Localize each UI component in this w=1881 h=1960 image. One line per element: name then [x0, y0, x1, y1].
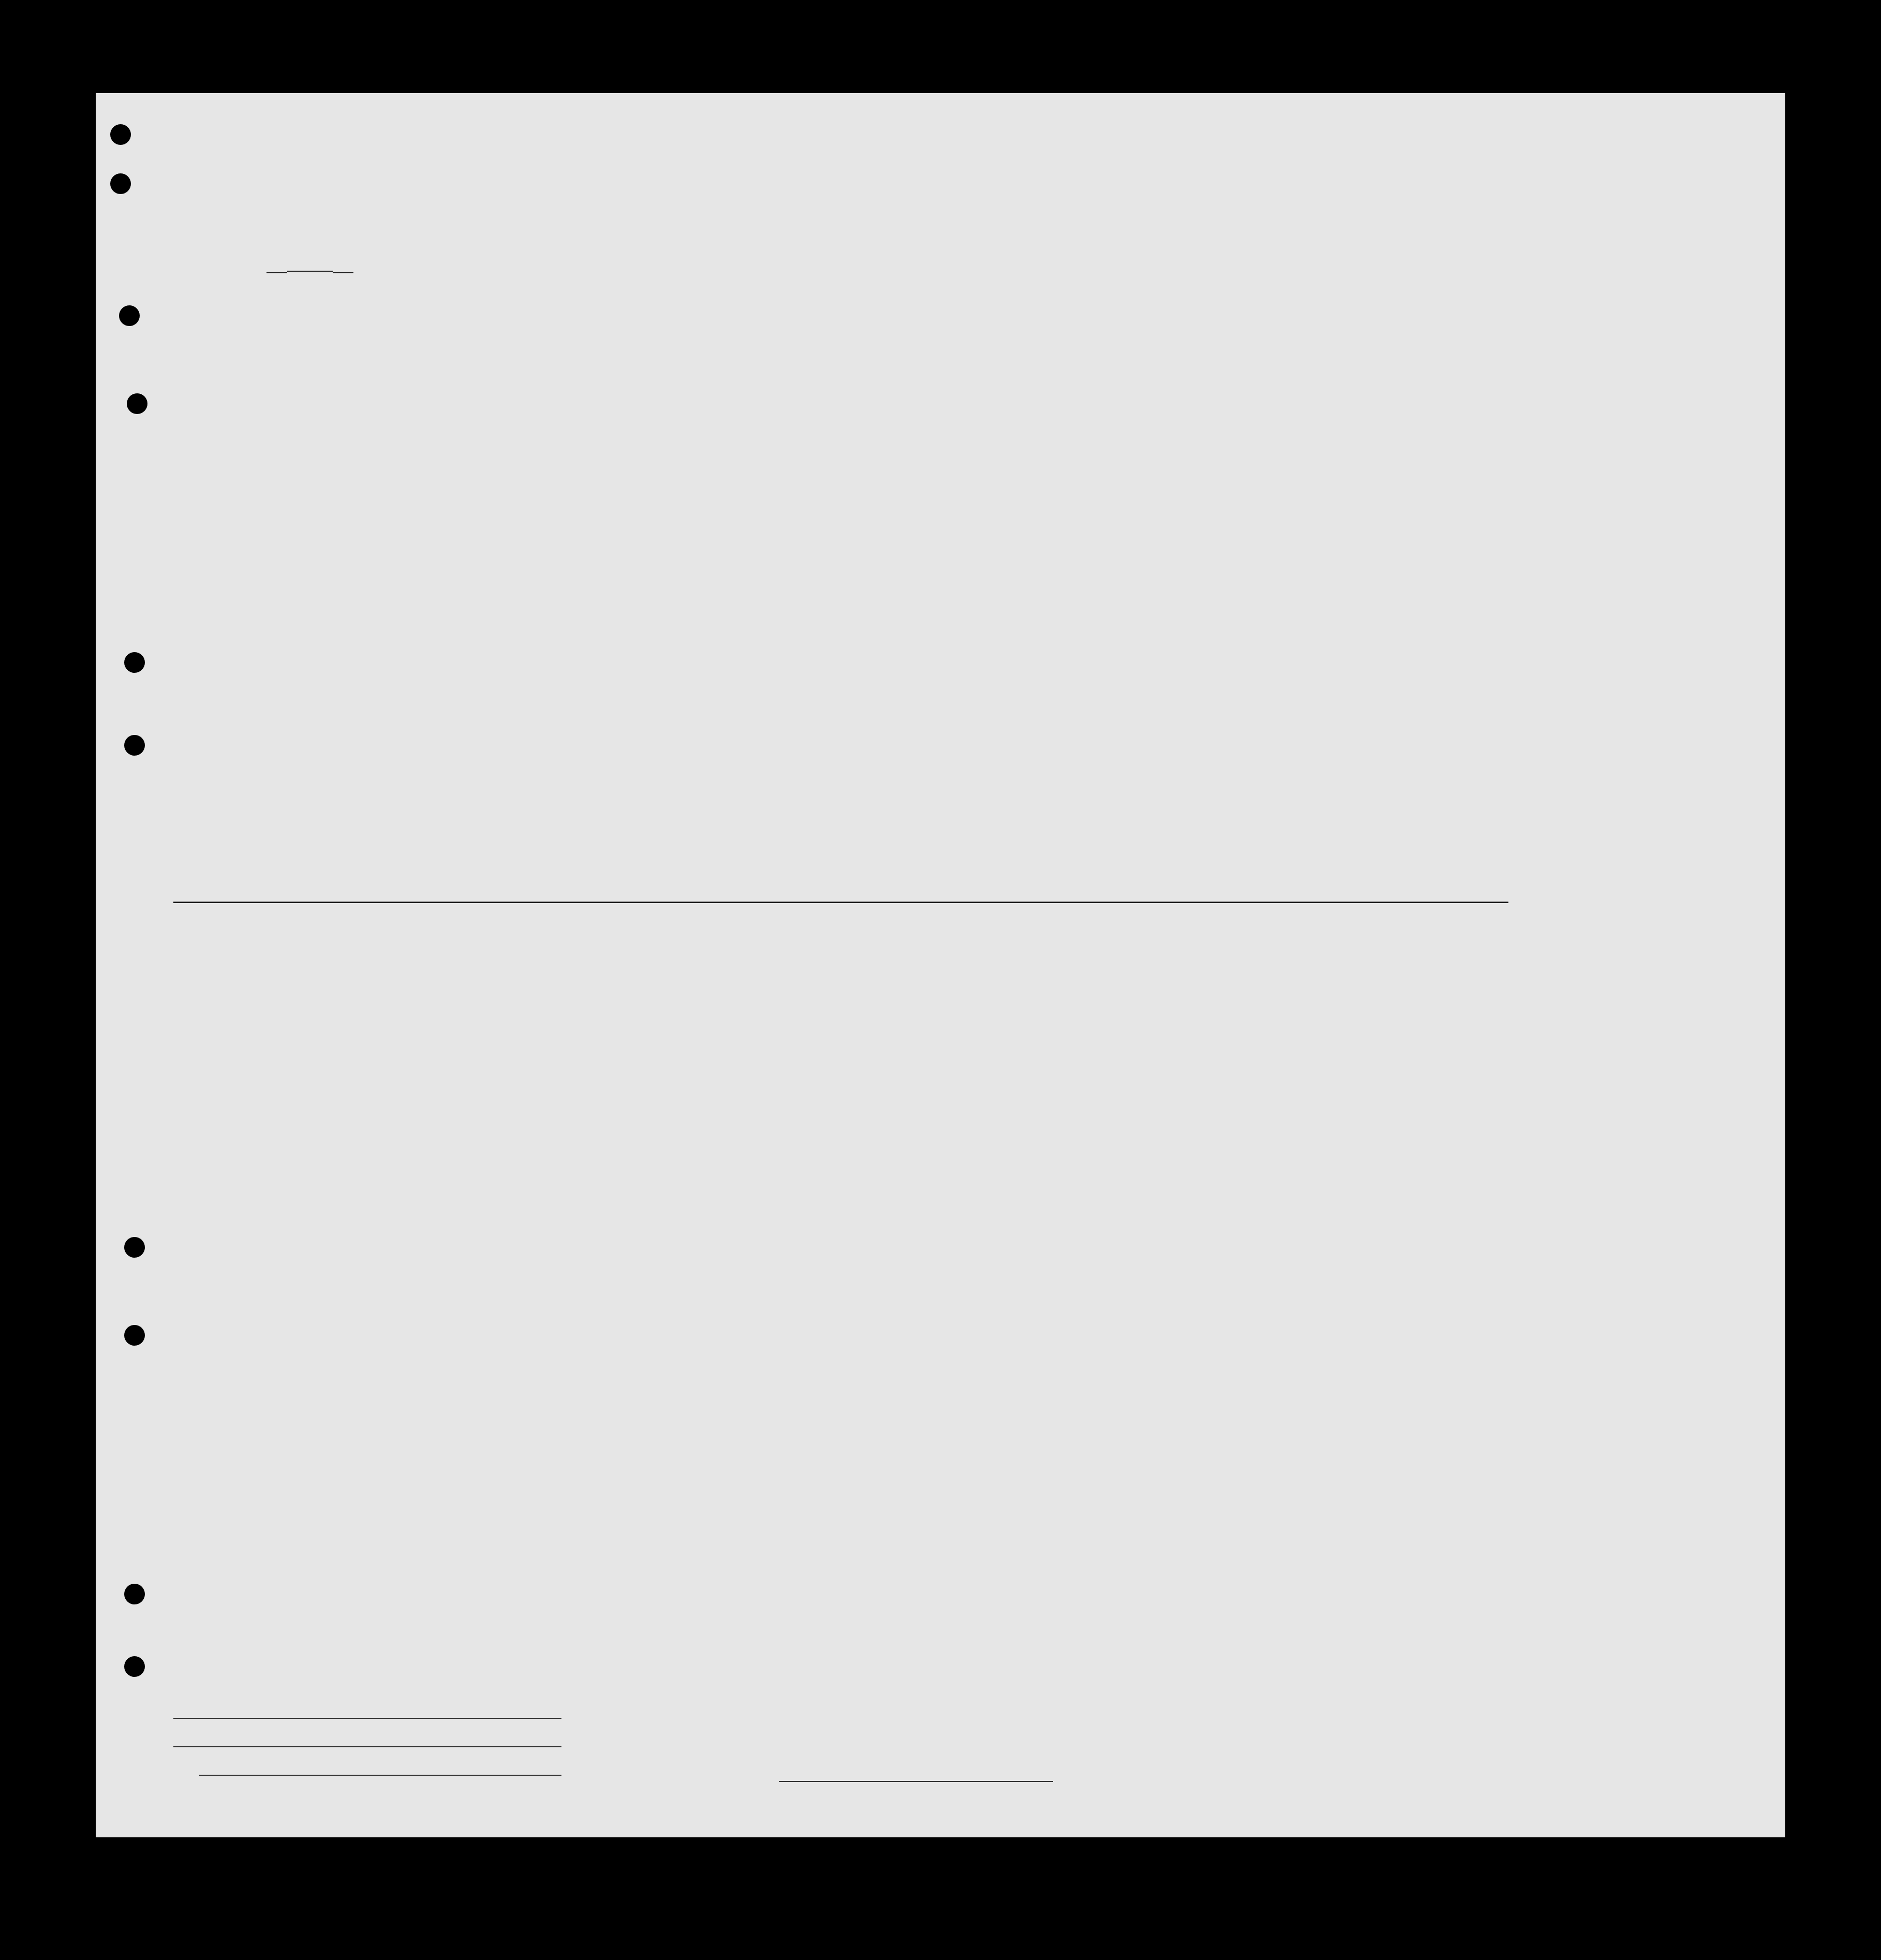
footer-rules	[96, 93, 1785, 1837]
manifest-sheet	[96, 93, 1785, 1837]
